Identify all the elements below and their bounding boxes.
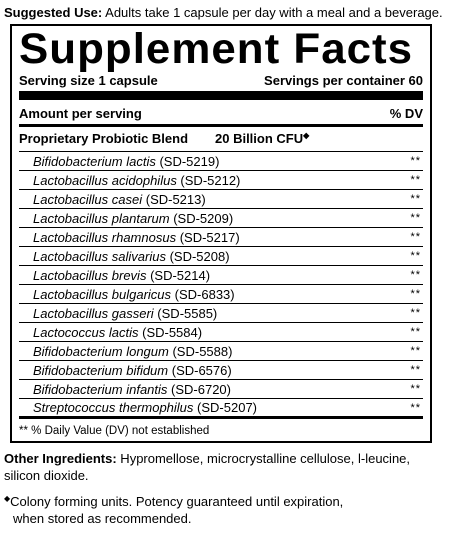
- ingredient-dv: **: [410, 250, 421, 262]
- ingredient-name: [33, 382, 231, 397]
- other-ingredients-label: Other Ingredients:: [4, 451, 117, 466]
- ingredient-species: Lactobacillus rhamnosus: [33, 229, 177, 245]
- ingredient-code: (SD-5207): [193, 400, 257, 415]
- amount-header-row: [19, 106, 423, 121]
- ingredient-dv: **: [410, 345, 421, 357]
- ingredient-dv: **: [410, 155, 421, 167]
- supplement-facts-panel: [10, 24, 432, 443]
- ingredient-row: [19, 341, 423, 360]
- blend-row: [19, 131, 310, 146]
- ingredient-code: (SD-6576): [168, 362, 232, 378]
- ingredient-code: (SD-6833): [171, 286, 235, 302]
- ingredient-code: (SD-5208): [165, 248, 230, 264]
- ingredient-dv: **: [410, 401, 421, 414]
- serving-size: Serving size 1 capsule: [19, 73, 158, 88]
- ingredient-row: [19, 265, 423, 284]
- suggested-use: [4, 5, 443, 20]
- ingredient-species: Lactobacillus plantarum: [33, 210, 170, 226]
- ingredient-name: [33, 173, 240, 188]
- ingredient-row: [19, 170, 423, 189]
- ingredient-species: Lactobacillus gasseri: [33, 305, 154, 321]
- amount-header: Amount per serving: [19, 106, 142, 121]
- ingredient-code: (SD-5588): [168, 343, 233, 359]
- ingredient-list: [19, 151, 423, 419]
- ingredient-dv: **: [410, 288, 421, 300]
- other-ingredients-text: Hypromellose, microcrystalline cellulose, l-leucine, silicon dioxide.: [4, 451, 411, 483]
- panel-title: Supplement Facts: [19, 25, 414, 73]
- ingredient-row: [19, 322, 423, 341]
- ingredient-dv: **: [410, 212, 421, 224]
- ingredient-dv: **: [410, 326, 421, 338]
- ingredient-dv: **: [410, 193, 421, 205]
- suggested-use-label: Suggested Use:: [4, 5, 103, 20]
- footnote-line-2: when stored as recommended.: [13, 511, 192, 526]
- other-ingredients: [4, 450, 444, 484]
- footnote: [4, 490, 444, 527]
- ingredient-name: [33, 154, 219, 169]
- ingredient-species: Bifidobacterium longum: [33, 343, 169, 359]
- ingredient-code: (SD-5212): [176, 172, 241, 188]
- thick-divider: [19, 91, 423, 100]
- ingredient-species: Lactobacillus salivarius: [33, 248, 166, 264]
- ingredient-row: [19, 227, 423, 246]
- ingredient-dv: **: [410, 364, 421, 376]
- footnote-line-1: Colony forming units. Potency guaranteed until expiration,: [10, 494, 344, 509]
- ingredient-code: (SD-5213): [142, 191, 206, 207]
- ingredient-row: [19, 246, 423, 265]
- blend-amount-wrap: [215, 131, 309, 146]
- blend-diamond-mark: ◆: [303, 131, 310, 140]
- ingredient-name: [33, 344, 232, 359]
- ingredient-species: Lactobacillus casei: [33, 191, 143, 207]
- ingredient-row: [19, 398, 423, 419]
- ingredient-name: [33, 363, 232, 378]
- ingredient-name: [33, 400, 257, 415]
- ingredient-species: Lactobacillus brevis: [33, 267, 147, 283]
- ingredient-name: [33, 230, 240, 245]
- ingredient-species: Streptococcus thermophilus: [33, 400, 194, 415]
- ingredient-species: Lactobacillus bulgaricus: [33, 286, 172, 302]
- ingredient-species: Lactococcus lactis: [33, 324, 139, 340]
- ingredient-name: [33, 306, 217, 321]
- ingredient-code: (SD-5214): [146, 267, 211, 283]
- ingredient-dv: **: [410, 269, 421, 281]
- ingredient-dv: **: [410, 307, 421, 319]
- ingredient-species: Lactobacillus acidophilus: [33, 172, 177, 188]
- ingredient-species: Bifidobacterium bifidum: [33, 362, 169, 378]
- medium-divider: [19, 124, 423, 127]
- ingredient-species: Bifidobacterium lactis: [33, 153, 156, 169]
- blend-amount: 20 Billion CFU: [215, 131, 304, 146]
- ingredient-name: [33, 268, 210, 283]
- ingredient-row: [19, 360, 423, 379]
- ingredient-dv: **: [410, 231, 421, 243]
- ingredient-code: (SD-6720): [167, 381, 231, 397]
- suggested-use-text: Adults take 1 capsule per day with a meal and a beverage.: [102, 5, 443, 20]
- dv-header: % DV: [389, 106, 423, 121]
- serving-info: [19, 73, 423, 88]
- ingredient-row: [19, 208, 423, 227]
- ingredient-name: [33, 192, 206, 207]
- ingredient-code: (SD-5209): [169, 210, 234, 226]
- ingredient-code: (SD-5219): [155, 153, 220, 169]
- servings-per-container: Servings per container 60: [264, 73, 423, 88]
- ingredient-code: (SD-5585): [153, 305, 218, 321]
- ingredient-row: [19, 379, 423, 398]
- ingredient-dv: **: [410, 383, 421, 395]
- ingredient-code: (SD-5584): [138, 324, 203, 340]
- ingredient-name: [33, 325, 202, 340]
- blend-name: Proprietary Probiotic Blend: [19, 131, 189, 146]
- ingredient-name: [33, 287, 235, 302]
- dv-note: ** % Daily Value (DV) not established: [19, 425, 210, 437]
- footnote-diamond-mark: ◆: [4, 494, 11, 503]
- ingredient-row: [19, 303, 423, 322]
- ingredient-row: [19, 284, 423, 303]
- ingredient-row: [19, 151, 423, 170]
- ingredient-code: (SD-5217): [176, 229, 240, 245]
- ingredient-species: Bifidobacterium infantis: [33, 381, 168, 397]
- ingredient-row: [19, 189, 423, 208]
- ingredient-name: [33, 211, 233, 226]
- ingredient-name: [33, 249, 230, 264]
- ingredient-dv: **: [410, 174, 421, 186]
